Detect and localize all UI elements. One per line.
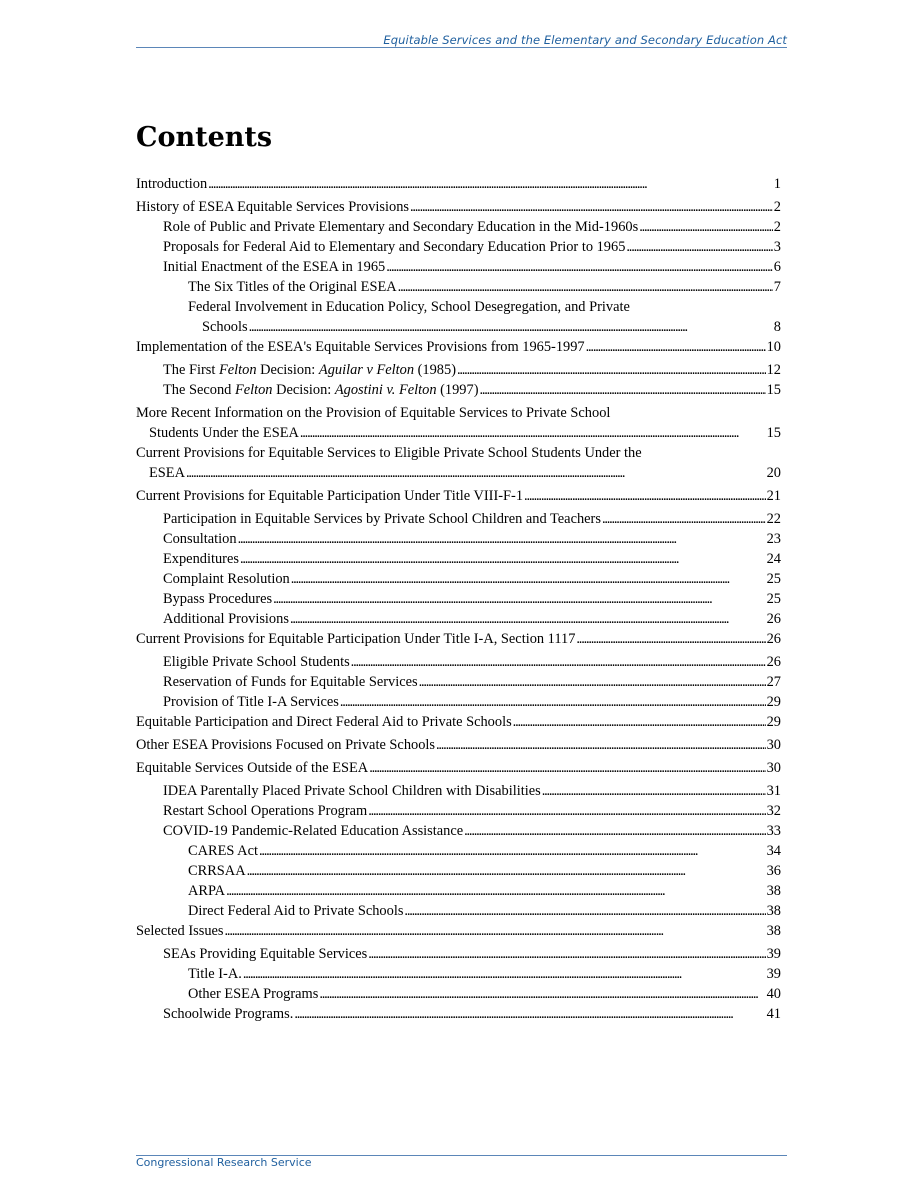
toc-page-number: 33	[766, 823, 781, 839]
toc-page-number: 2	[773, 199, 781, 215]
toc-entry-title-continued: Students Under the ESEA	[149, 425, 299, 441]
toc-entry[interactable]	[136, 881, 781, 901]
toc-entry-title-continued: Schools	[202, 319, 248, 335]
footer-publisher: Congressional Research Service	[136, 1156, 312, 1169]
toc-page-number: 12	[766, 362, 781, 378]
toc-entry[interactable]	[136, 861, 781, 881]
toc-page-number: 8	[773, 319, 781, 335]
toc-entry-title: The Second Felton Decision: Agostini v. Felton (1997)	[163, 382, 479, 398]
toc-entry-title: Initial Enactment of the ESEA in 1965	[163, 259, 386, 275]
toc-entry[interactable]	[136, 821, 781, 841]
toc-page-number: 29	[766, 694, 781, 710]
toc-page-number: 26	[766, 654, 781, 670]
toc-entry[interactable]	[136, 257, 781, 277]
toc-entry-title: Proposals for Federal Aid to Elementary and Secondary Education Prior to 1965	[163, 239, 626, 255]
toc-entry[interactable]	[136, 901, 781, 921]
toc-entry[interactable]	[136, 672, 781, 692]
toc-entry[interactable]	[136, 609, 781, 629]
toc-entry[interactable]	[136, 337, 781, 357]
toc-entry-title: Selected Issues	[136, 923, 224, 939]
toc-entry-title: The First Felton Decision: Aguilar v Felton (1985)	[163, 362, 456, 378]
toc-entry-title: IDEA Parentally Placed Private School Children with Disabilities	[163, 783, 541, 799]
toc-entry-title: Reservation of Funds for Equitable Services	[163, 674, 418, 690]
toc-entry-title: SEAs Providing Equitable Services	[163, 946, 368, 962]
toc-entry-title: COVID-19 Pandemic-Related Education Assistance	[163, 823, 464, 839]
toc-page-number: 41	[766, 1006, 781, 1022]
toc-entry[interactable]	[136, 403, 781, 443]
toc-page-number: 34	[766, 843, 781, 859]
toc-entry[interactable]	[136, 921, 781, 941]
toc-page-number: 23	[766, 531, 781, 547]
toc-entry[interactable]	[136, 712, 781, 732]
toc-entry[interactable]	[136, 735, 781, 755]
toc-entry-title: Bypass Procedures	[163, 591, 273, 607]
toc-entry[interactable]	[136, 380, 781, 400]
toc-entry-title: Current Provisions for Equitable Participation Under Title I-A, Section 1117	[136, 631, 576, 647]
toc-entry-title: The Six Titles of the Original ESEA	[188, 279, 397, 295]
toc-leader-dots	[259, 841, 766, 861]
toc-page-number: 24	[766, 551, 781, 567]
toc-leader-dots	[586, 337, 766, 357]
header-rule	[136, 47, 787, 48]
toc-page-number: 7	[773, 279, 781, 295]
toc-page-number: 2	[773, 219, 781, 235]
toc-entry-title: Current Provisions for Equitable Services to Eligible Private School Students Under the	[136, 445, 642, 461]
toc-leader-dots	[602, 509, 766, 529]
toc-leader-dots	[436, 735, 766, 755]
toc-entry[interactable]	[136, 509, 781, 529]
toc-leader-dots	[464, 821, 765, 841]
toc-entry-title: Participation in Equitable Services by Private School Children and Teachers	[163, 511, 601, 527]
toc-page-number: 38	[766, 923, 781, 939]
toc-entry[interactable]	[136, 841, 781, 861]
toc-page-number: 15	[766, 382, 781, 398]
toc-entry[interactable]	[136, 486, 781, 506]
toc-leader-dots	[410, 197, 773, 217]
toc-entry-title: Equitable Participation and Direct Federal Aid to Private Schools	[136, 714, 512, 730]
toc-page-number: 39	[766, 966, 781, 982]
toc-leader-dots	[626, 237, 772, 257]
toc-entry-title: Introduction	[136, 176, 208, 192]
toc-leader-dots	[240, 549, 766, 569]
toc-entry-title: Other ESEA Provisions Focused on Private Schools	[136, 737, 435, 753]
toc-entry[interactable]	[136, 237, 781, 257]
toc-leader-dots	[226, 881, 766, 901]
toc-entry-title: Federal Involvement in Education Policy, School Desegregation, and Private	[188, 299, 630, 315]
toc-entry-title: Title I-A.	[188, 966, 242, 982]
toc-page-number: 38	[766, 883, 781, 899]
toc-leader-dots	[273, 589, 765, 609]
toc-leader-dots	[369, 758, 765, 778]
toc-leader-dots	[404, 901, 765, 921]
toc-entry-title: Eligible Private School Students	[163, 654, 350, 670]
toc-entry[interactable]	[136, 944, 781, 964]
toc-leader-dots	[247, 861, 766, 881]
toc-entry-title: Other ESEA Programs	[188, 986, 319, 1002]
toc-page-number: 15	[766, 425, 781, 441]
toc-page-number: 6	[773, 259, 781, 275]
toc-leader-dots	[238, 529, 766, 549]
toc-entry[interactable]	[136, 529, 781, 549]
toc-entry-title: Direct Federal Aid to Private Schools	[188, 903, 404, 919]
toc-leader-dots	[457, 360, 766, 380]
toc-entry[interactable]	[136, 1004, 781, 1024]
toc-entry-title: Equitable Services Outside of the ESEA	[136, 760, 369, 776]
toc-entry-title: History of ESEA Equitable Services Provisions	[136, 199, 409, 215]
toc-entry-title: Consultation	[163, 531, 237, 547]
toc-leader-dots	[368, 944, 765, 964]
toc-entry-title: CRRSAA	[188, 863, 246, 879]
toc-leader-dots	[243, 964, 766, 984]
toc-page-number: 32	[766, 803, 781, 819]
toc-entry[interactable]	[136, 589, 781, 609]
toc-leader-dots	[294, 1004, 765, 1024]
toc-entry-title: Restart School Operations Program	[163, 803, 368, 819]
toc-entry[interactable]	[136, 277, 781, 297]
toc-leader-dots	[368, 801, 765, 821]
toc-entry-title: Provision of Title I-A Services	[163, 694, 339, 710]
toc-page-number: 27	[766, 674, 781, 690]
toc-entry[interactable]	[136, 297, 781, 337]
toc-leader-dots	[208, 174, 773, 194]
toc-leader-dots	[639, 217, 773, 237]
toc-leader-dots	[542, 781, 766, 801]
toc-entry-title: Expenditures	[163, 551, 239, 567]
toc-page-number: 39	[766, 946, 781, 962]
toc-leader-dots	[249, 317, 773, 337]
toc-entry[interactable]	[136, 692, 781, 712]
toc-entry-title: Complaint Resolution	[163, 571, 290, 587]
toc-leader-dots	[480, 380, 766, 400]
toc-page-number: 3	[773, 239, 781, 255]
running-header: Equitable Services and the Elementary and Secondary Education Act	[383, 33, 787, 47]
toc-page-number: 29	[766, 714, 781, 730]
toc-entry[interactable]	[136, 217, 781, 237]
toc-entry[interactable]	[136, 801, 781, 821]
toc-page-number: 10	[766, 339, 781, 355]
toc-leader-dots	[300, 423, 766, 443]
toc-entry[interactable]	[136, 781, 781, 801]
toc-page-number: 20	[766, 465, 781, 481]
toc-entry[interactable]	[136, 652, 781, 672]
toc-leader-dots	[524, 486, 766, 506]
toc-entry[interactable]	[136, 758, 781, 778]
toc-entry-title-continued: ESEA	[149, 465, 185, 481]
toc-entry[interactable]	[136, 174, 781, 194]
toc-entry[interactable]	[136, 964, 781, 984]
toc-entry[interactable]	[136, 360, 781, 380]
toc-entry[interactable]	[136, 443, 781, 483]
toc-entry[interactable]	[136, 629, 781, 649]
page-title: Contents	[136, 122, 273, 153]
toc-page-number: 38	[766, 903, 781, 919]
toc-page-number: 30	[766, 737, 781, 753]
toc-page-number: 21	[766, 488, 781, 504]
toc-entry[interactable]	[136, 569, 781, 589]
toc-page-number: 26	[766, 611, 781, 627]
toc-page-number: 22	[766, 511, 781, 527]
toc-leader-dots	[386, 257, 773, 277]
toc-entry-title: More Recent Information on the Provision of Equitable Services to Private School	[136, 405, 611, 421]
toc-entry-title: ARPA	[188, 883, 226, 899]
toc-leader-dots	[351, 652, 766, 672]
toc-page-number: 25	[766, 591, 781, 607]
toc-entry[interactable]	[136, 197, 781, 217]
toc-leader-dots	[291, 569, 766, 589]
toc-page-number: 1	[773, 176, 781, 192]
toc-entry-title: Role of Public and Private Elementary and Secondary Education in the Mid-1960s	[163, 219, 639, 235]
toc-entry-title: CARES Act	[188, 843, 258, 859]
toc-leader-dots	[576, 629, 765, 649]
toc-leader-dots	[186, 463, 766, 483]
toc-entry-title: Implementation of the ESEA's Equitable Services Provisions from 1965-1997	[136, 339, 585, 355]
toc-page-number: 25	[766, 571, 781, 587]
toc-entry[interactable]	[136, 984, 781, 1004]
toc-leader-dots	[419, 672, 766, 692]
toc-leader-dots	[513, 712, 766, 732]
toc-entry-title: Schoolwide Programs.	[163, 1006, 294, 1022]
toc-page-number: 26	[766, 631, 781, 647]
toc-leader-dots	[319, 984, 765, 1004]
toc-page-number: 36	[766, 863, 781, 879]
toc-entry-title: Additional Provisions	[163, 611, 289, 627]
toc-leader-dots	[225, 921, 766, 941]
toc-page-number: 40	[766, 986, 781, 1002]
toc-entry[interactable]	[136, 549, 781, 569]
toc-leader-dots	[290, 609, 766, 629]
toc-entry-title: Current Provisions for Equitable Participation Under Title VIII-F-1	[136, 488, 524, 504]
toc-leader-dots	[398, 277, 773, 297]
toc-leader-dots	[340, 692, 766, 712]
toc-page-number: 30	[766, 760, 781, 776]
toc-page-number: 31	[766, 783, 781, 799]
table-of-contents	[136, 174, 781, 1024]
